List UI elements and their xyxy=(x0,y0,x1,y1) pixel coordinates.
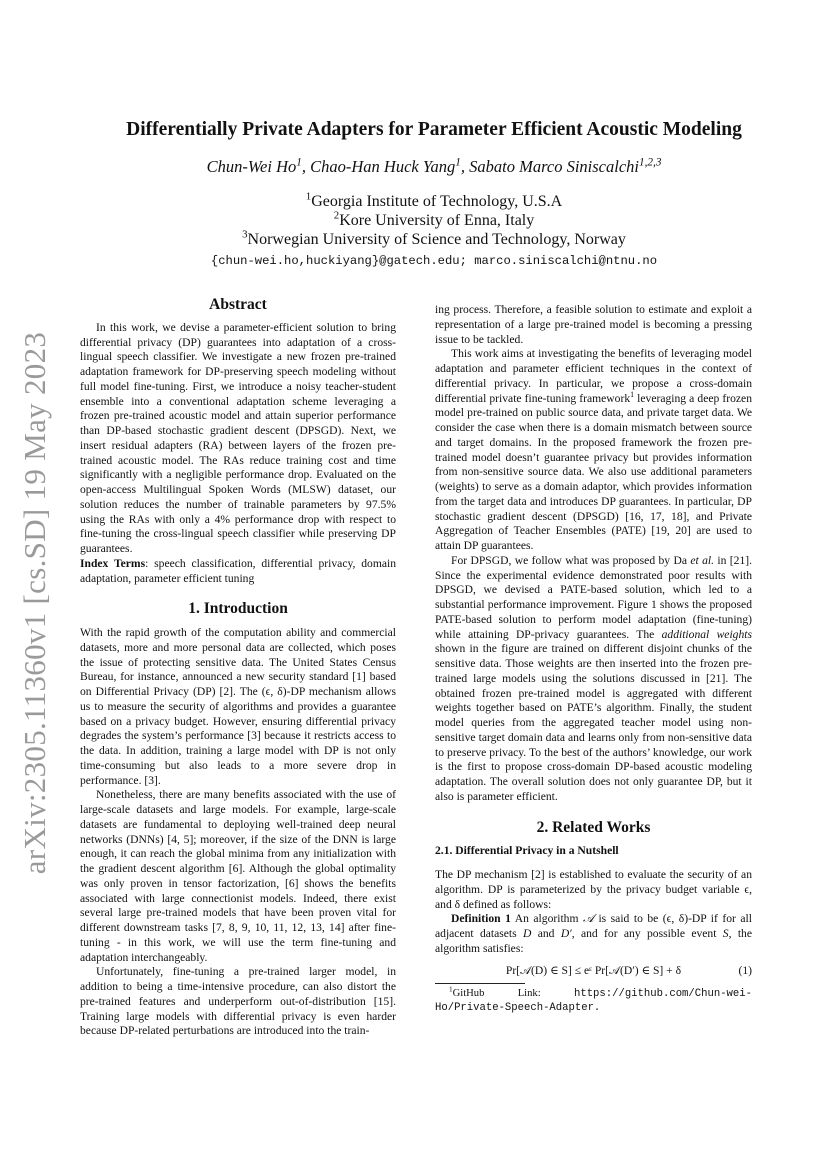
footnote-marker: 1 xyxy=(630,389,635,399)
equation-1 xyxy=(435,964,752,979)
dp-nutshell-subheading: 2.1. Differential Privacy in a Nutshell xyxy=(435,844,619,858)
paper-title: Differentially Private Adapters for Parameter Efficient Acoustic Modeling xyxy=(126,119,742,140)
intro-p5-text-a: For DPSGD, we follow what was proposed by Da xyxy=(451,553,691,567)
github-link[interactable]: https://github.com/Chun-wei-Ho/Private-Speech-Adapter. xyxy=(435,988,752,1015)
affiliation-2: $^2$Kore University of Enna, Italy xyxy=(333,209,535,229)
equation-body: Pr[𝒜(D) ∈ S] ≤ eᵋ Pr[𝒜(D′) ∈ S] + δ xyxy=(505,963,682,977)
intro-p5-text-c: shown in the figure are trained on different disjoint chunks of the sensitive data. Those weights are then inserted into the frozen pre-trained large models using the solutions discussed in [21]. The obtained frozen pre-trained model is aggregated with different weights together based on PATE’s algorithm. Finally, the student model queries from the aggregated teacher model using non-sensitive target domain data and learns only from non-sensitive data to preserve privacy. To the best of the authors’ knowledge, our work is the first to propose cross-domain DP-based acoustic modeling adaptation. The overall solution does not only guarantee DP, but it also is parameter efficient. xyxy=(435,642,752,803)
related-paragraph-1: The DP mechanism [2] is established to evaluate the security of an algorithm. DP is parameterized by the privacy budget variable ϵ, and δ defined as follows: xyxy=(435,868,752,911)
arxiv-id-text: arXiv:2305.11360v1 [cs.SD] 19 May 2023 xyxy=(17,331,52,874)
intro-p5-etal: et al. xyxy=(690,553,715,567)
definition-algorithm-symbol: 𝒜 xyxy=(582,912,594,926)
intro-paragraph-4 xyxy=(435,347,752,554)
definition-text-a: An algorithm xyxy=(510,912,583,926)
index-terms xyxy=(80,557,396,587)
intro-paragraph-3-continued: ing process. Therefore, a feasible solution to estimate and exploit a representation of a large pre-trained model is becoming a pressing issue to be tackled. xyxy=(435,303,752,346)
arxiv-identifier-stamp xyxy=(14,331,56,874)
intro-p4-text-a: This work aims at investigating the benefits of leveraging model adaptation and parameter efficient techniques in the context of differential privacy. In particular, we propose a cross-domain differential private fine-tuning framework xyxy=(435,347,752,405)
definition-text-e: , the algorithm satisfies: xyxy=(435,927,752,955)
footnote-divider xyxy=(435,983,525,984)
index-terms-label: Index Terms xyxy=(80,556,146,570)
affiliation-1: $^1$Georgia Institute of Technology, U.S.A xyxy=(305,190,563,210)
definition-1 xyxy=(435,912,752,956)
footnote-label: GitHub Link: xyxy=(452,988,541,1000)
footnote-github xyxy=(435,987,752,1015)
index-terms-list: : speech classification, differential privacy, domain adaptation, parameter efficient tuning xyxy=(80,556,396,585)
intro-paragraph-1: With the rapid growth of the computation ability and commercial datasets, more and more personal data are collected, which poses the issue of protecting sensitive data. The United States Census Bureau, for instance, announced a new security standard [1] based on Differential Privacy (DP) [2]. The (ϵ, δ)-DP mechanism allows us to measure the security of algorithms and provides a guarantee based on a privacy budget. However, ensuring differential privacy degrades the system’s performance [3] because it restricts access to the data. In addition, training a large model with DP is not only time-consuming but also leads to a more severe drop in performance. [3]. xyxy=(80,626,396,787)
intro-paragraph-2: Nonetheless, there are many benefits associated with the use of large-scale datasets and large models. For example, large-scale datasets are fundamental to deploying well-trained deep neural networks (DNNs) [4, 5]; moreover, if the size of the DNN is large enough, it can reach the global minima from any initialization with the gradient descent algorithm [6]. Although the global optimality was only proven in tensor factorization, [6] shows the benefits associated with large connectionist models. Indeed, there exist several large pre-trained models that have been proven vital for different downstream tasks [7, 8, 9, 10, 11, 12, 13, 14] after fine-tuning - in this work, we will use the term fine-tuning and adaptation interchangeably. xyxy=(80,788,396,964)
definition-event-s: S xyxy=(722,927,729,940)
intro-p4-text-b: leveraging a deep frozen model pre-trained on public source data, and private target data. We consider the case when there is a domain mismatch between source and target domains. In the proposed framework the frozen pre-trained model doesn’t guarantee privacy but provides information from non-sensitive source data. We also use additional parameters (weights) to serve as a domain adaptor, which provides information from the target data and introduces DP guarantees. In particular, DP stochastic gradient descent (DPSGD) [16, 17, 18], and Private Aggregation of Teacher Ensembles (PATE) [19, 20] are used to attain DP guarantees. xyxy=(435,391,752,552)
related-works-heading: 2. Related Works xyxy=(536,818,651,836)
author-emails: {chun-wei.ho,huckiyang}@gatech.edu; marco.siniscalchi@ntnu.no xyxy=(210,254,658,268)
definition-text-b: is said to be (ϵ, δ)-DP if for all adjacent datasets xyxy=(435,912,752,940)
definition-text-d: , and for any possible event xyxy=(571,927,723,940)
introduction-heading: 1. Introduction xyxy=(188,600,288,618)
intro-p5-additional-weights: additional weights xyxy=(661,627,752,641)
affiliation-3: $^3$Norwegian University of Science and Technology, Norway xyxy=(242,228,626,248)
definition-label: Definition 1 xyxy=(451,912,511,926)
abstract-body: In this work, we devise a parameter-efficient solution to bring differential privacy (DP) guarantees into adaptation of a cross-lingual speech classifier. We investigate a new frozen pre-trained adaptation framework for DP-preserving speech modeling without full model fine-tuning. First, we introduce a noisy teacher-student ensemble into a conventional adaptation scheme leveraging a frozen pre-trained acoustic model and attain superior performance than DP-based stochastic gradient descent (DPSGD). Next, we insert residual adapters (RA) between layers of the frozen pre-trained acoustic model. The RAs reduce training cost and time significantly with a negligible performance drop. Evaluated on the open-access Multilingual Spoken Words (MLSW) dataset, our solution reduces the number of trainable parameters by 97.5% using the RAs with only a 4% performance drop with respect to fine-tuning the cross-lingual speech classifier while preserving DP guarantees. xyxy=(80,320,396,555)
left-column xyxy=(80,298,396,1039)
footnote-mark: 1 xyxy=(449,985,453,994)
abstract-heading: Abstract xyxy=(209,296,267,313)
definition-dataset-dprime: D′ xyxy=(560,927,572,940)
equation-number: (1) xyxy=(738,963,752,977)
definition-dataset-d: D xyxy=(523,927,532,940)
intro-p5-text-b: in [21]. Since the experimental evidence demonstrated poor results with DPSGD, we devised a PATE-based solution, which led to a substantial performance improvement. Figure 1 shows the proposed PATE-based solution to perform model adaptation (fine-tuning) while attaining DP-privacy guarantees. The xyxy=(435,553,753,641)
author-list: Chun-Wei Ho$^1$, Chao-Han Huck Yang$^1$, Sabato Marco Siniscalchi$^{1,2,3}$ xyxy=(206,156,662,176)
intro-paragraph-5 xyxy=(435,554,752,805)
intro-paragraph-3: Unfortunately, fine-tuning a pre-trained larger model, in addition to being a time-intensive procedure, can also distort the pre-trained features and underperform out-of-distribution [15]. Training large models with differential privacy is even harder because DP-related perturbations are introduced into the train- xyxy=(80,965,396,1038)
right-column xyxy=(435,303,752,1015)
definition-text-c: and xyxy=(531,927,561,940)
